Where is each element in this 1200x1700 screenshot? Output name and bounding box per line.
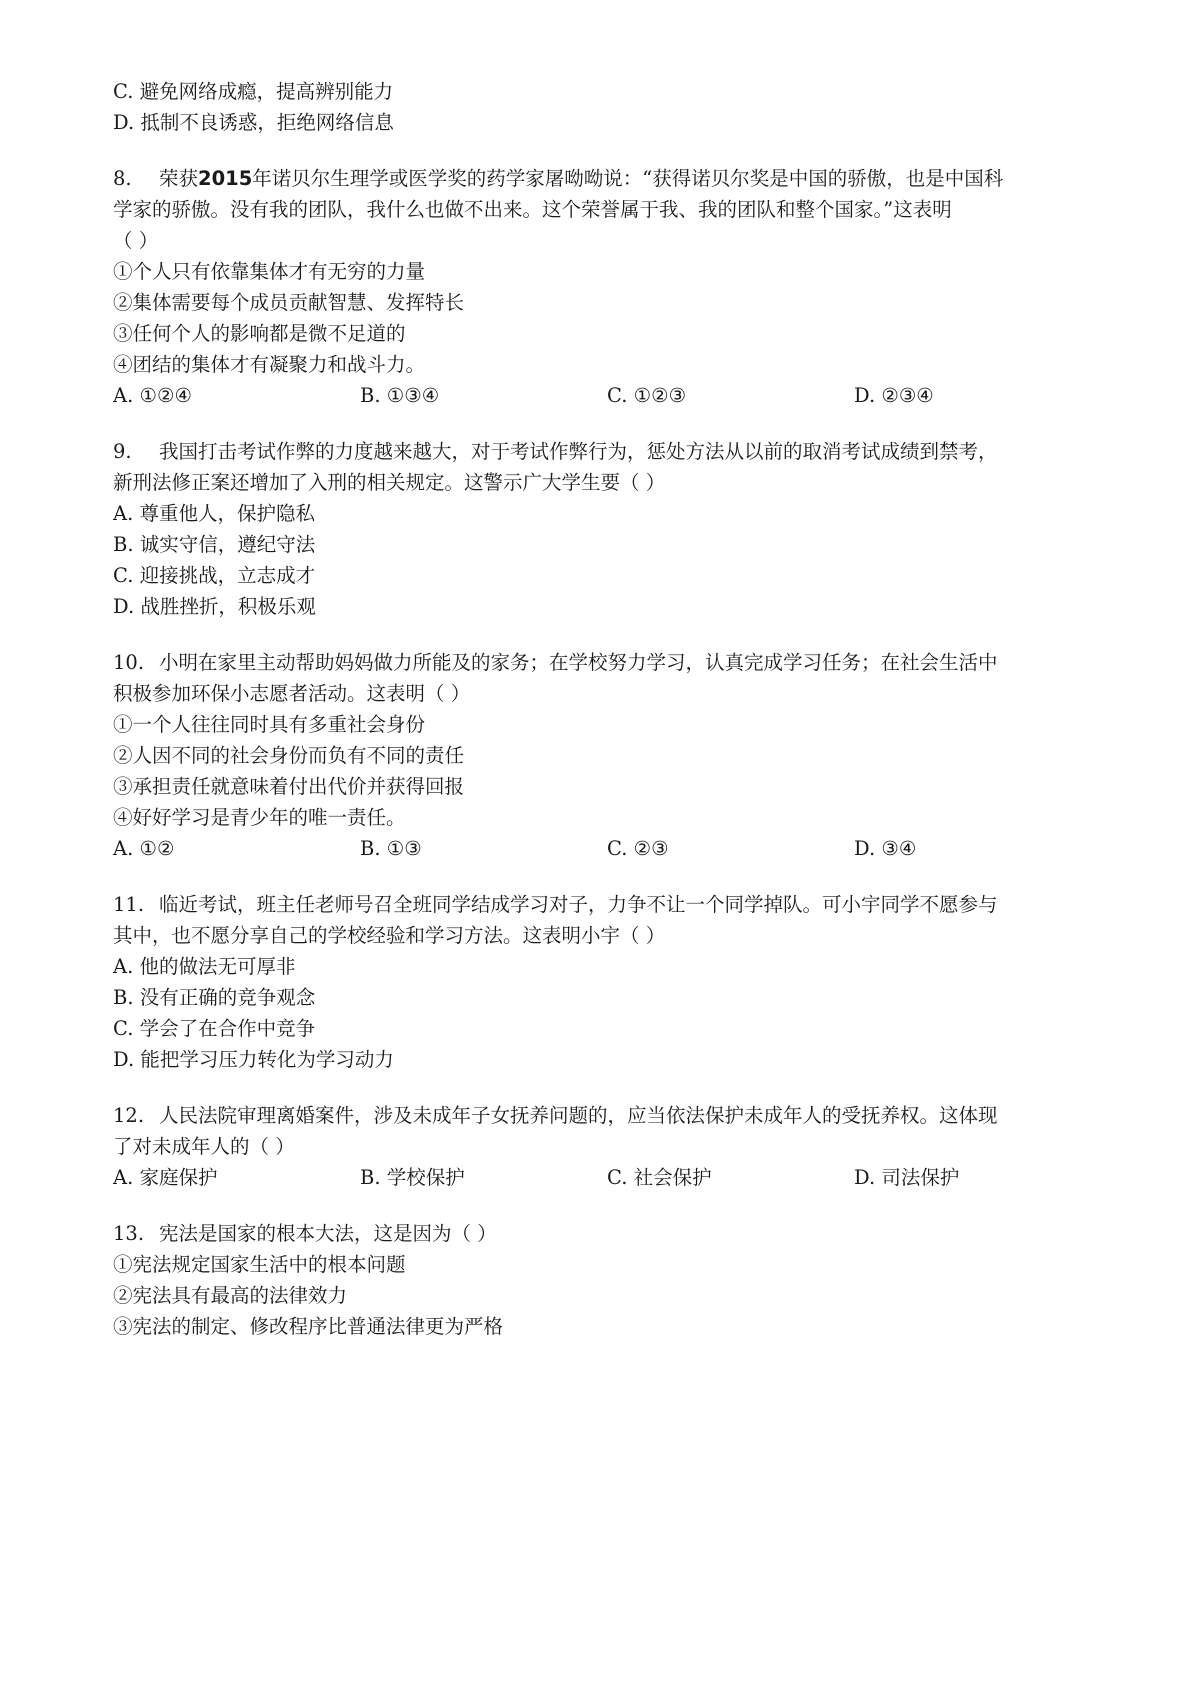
- exam-page: [113, 76, 1103, 1342]
- question-8-line-2: 学家的骄傲。没有我的团队，我什么也做不出来。这个荣誉属于我、我的团队和整个国家。”这表明: [113, 198, 952, 221]
- statement-1: ①个人只有依靠集体才有无穷的力量: [113, 260, 426, 283]
- option-a: A. ①②: [113, 837, 175, 860]
- option-c: C. 社会保护: [607, 1166, 712, 1189]
- question-10-line-1: [113, 647, 1103, 678]
- question-10: [113, 647, 1103, 864]
- option-d: D. ③④: [854, 837, 917, 860]
- option-b: B. ①③④: [360, 384, 440, 407]
- question-number: 8.: [113, 167, 132, 190]
- question-number: 9.: [113, 440, 132, 463]
- option-c: C. 迎接挑战，立志成才: [113, 564, 316, 587]
- question-10-options: [113, 833, 1103, 864]
- question-8-options: [113, 380, 1103, 411]
- statement-2: ②人因不同的社会身份而负有不同的责任: [113, 744, 465, 767]
- year-text: 2015: [198, 167, 253, 190]
- option-c: C. ②③: [607, 837, 669, 860]
- question-12-line-2: 了对未成年人的（ ）: [113, 1135, 295, 1158]
- question-11-line-2: 其中，也不愿分享自己的学校经验和学习方法。这表明小宇（ ）: [113, 924, 666, 947]
- question-text: 年诺贝尔生理学或医学奖的药学家屠呦呦说：“获得诺贝尔奖是中国的骄傲，也是中国科: [252, 167, 1004, 190]
- question-8: [113, 163, 1103, 411]
- statement-3: ③承担责任就意味着付出代价并获得回报: [113, 775, 465, 798]
- option-c: C. 避免网络成瘾，提高辨别能力: [113, 80, 394, 103]
- question-8-line-1: [113, 163, 1103, 194]
- statement-2: ②宪法具有最高的法律效力: [113, 1284, 348, 1307]
- option-a: A. 尊重他人，保护隐私: [113, 502, 315, 525]
- statement-1: ①一个人往往同时具有多重社会身份: [113, 713, 426, 736]
- statement-1: ①宪法规定国家生活中的根本问题: [113, 1253, 406, 1276]
- option-a: A. ①②④: [113, 384, 192, 407]
- question-number: 11.: [113, 893, 145, 916]
- option-b: B. 学校保护: [360, 1166, 465, 1189]
- option-b: B. 没有正确的竞争观念: [113, 986, 316, 1009]
- question-text: 宪法是国家的根本大法，这是因为（ ）: [159, 1222, 497, 1245]
- option-d: D. 司法保护: [854, 1166, 960, 1189]
- statement-3: ③任何个人的影响都是微不足道的: [113, 322, 406, 345]
- statement-2: ②集体需要每个成员贡献智慧、发挥特长: [113, 291, 465, 314]
- question-9-line-1: [113, 436, 1103, 467]
- statement-3: ③宪法的制定、修改程序比普通法律更为严格: [113, 1315, 504, 1338]
- question-7-options: [113, 76, 1103, 138]
- option-c: C. 学会了在合作中竞争: [113, 1017, 316, 1040]
- answer-blank: （ ）: [113, 229, 159, 252]
- option-a: A. 他的做法无可厚非: [113, 955, 296, 978]
- question-11-line-1: [113, 889, 1103, 920]
- question-text: 荣获: [159, 167, 199, 190]
- question-text: 临近考试，班主任老师号召全班同学结成学习对子，力争不让一个同学掉队。可小宇同学不愿参与: [159, 893, 998, 916]
- option-c: C. ①②③: [607, 384, 687, 407]
- question-12: [113, 1100, 1103, 1193]
- option-d: D. 抵制不良诱惑，拒绝网络信息: [113, 111, 394, 134]
- question-13-line-1: [113, 1218, 1103, 1249]
- question-text: 小明在家里主动帮助妈妈做力所能及的家务；在学校努力学习，认真完成学习任务；在社会生活中: [159, 651, 998, 674]
- question-text: 人民法院审理离婚案件，涉及未成年子女抚养问题的，应当依法保护未成年人的受抚养权。这体现: [159, 1104, 998, 1127]
- question-12-options: [113, 1162, 1103, 1193]
- question-12-line-1: [113, 1100, 1103, 1131]
- option-b: B. 诚实守信，遵纪守法: [113, 533, 316, 556]
- question-9: [113, 436, 1103, 622]
- question-13: [113, 1218, 1103, 1342]
- question-number: 10.: [113, 651, 145, 674]
- option-b: B. ①③: [360, 837, 422, 860]
- question-text: 我国打击考试作弊的力度越来越大，对于考试作弊行为，惩处方法从以前的取消考试成绩到禁考，: [159, 440, 998, 463]
- question-number: 12.: [113, 1104, 145, 1127]
- statement-4: ④团结的集体才有凝聚力和战斗力。: [113, 353, 426, 376]
- question-number: 13.: [113, 1222, 145, 1245]
- statement-4: ④好好学习是青少年的唯一责任。: [113, 806, 406, 829]
- option-a: A. 家庭保护: [113, 1166, 218, 1189]
- option-d: D. 战胜挫折，积极乐观: [113, 595, 316, 618]
- question-11: [113, 889, 1103, 1075]
- question-9-line-2: 新刑法修正案还增加了入刑的相关规定。这警示广大学生要（ ）: [113, 471, 666, 494]
- option-d: D. ②③④: [854, 384, 934, 407]
- question-10-line-2: 积极参加环保小志愿者活动。这表明（ ）: [113, 682, 471, 705]
- option-d: D. 能把学习压力转化为学习动力: [113, 1048, 394, 1071]
